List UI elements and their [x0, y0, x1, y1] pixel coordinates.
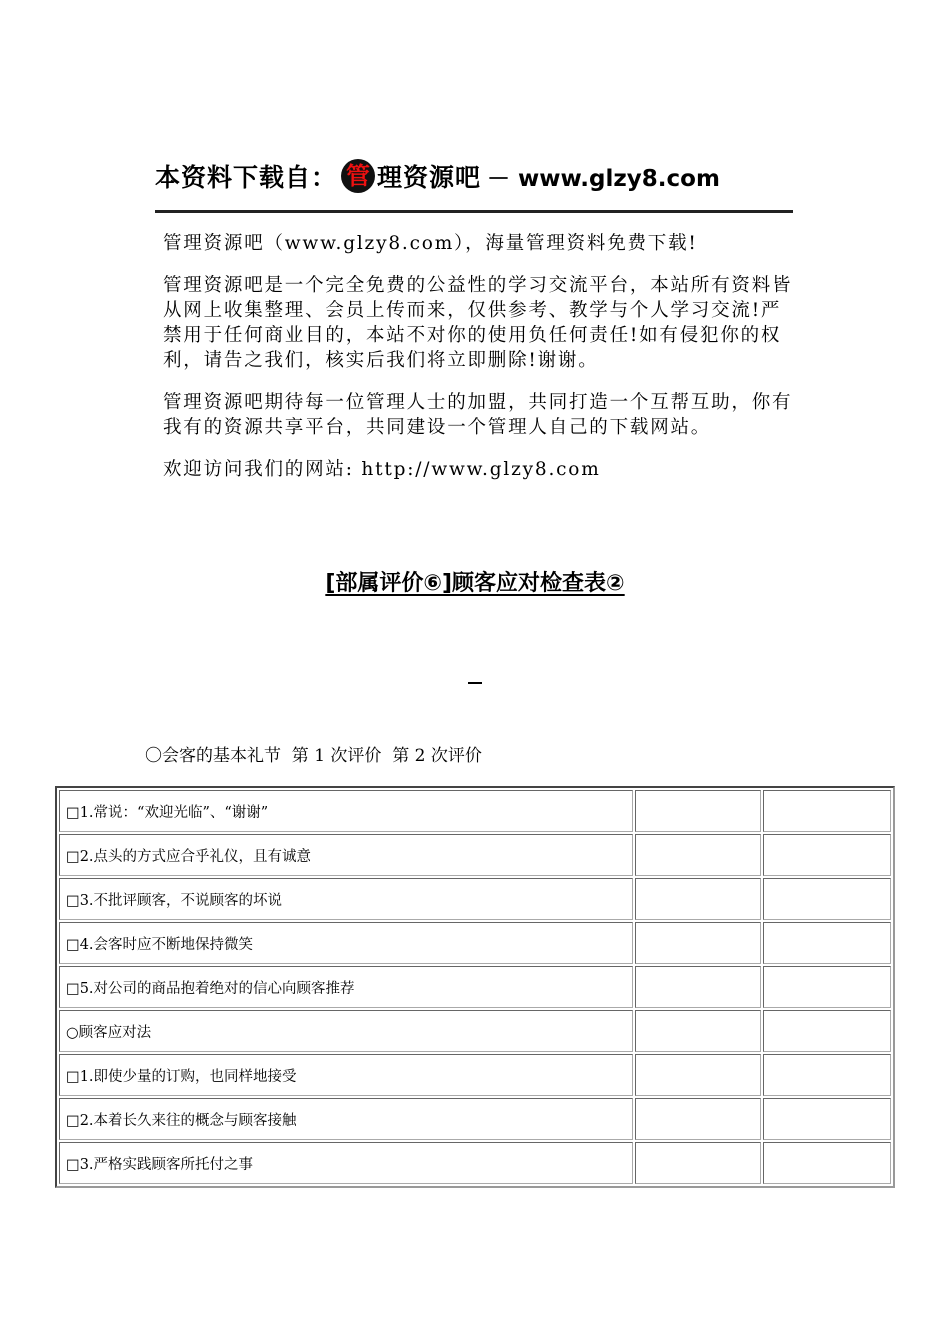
table-row: [59, 790, 891, 832]
separator-dash: [468, 682, 482, 684]
second-evaluation-cell[interactable]: [763, 922, 891, 964]
item-label: ○顾客应对法: [59, 1010, 633, 1052]
table-row: [59, 1142, 891, 1184]
banner-prefix: 本资料下载自：: [155, 163, 338, 192]
banner-divider: [155, 210, 793, 213]
banner-paragraph: 管理资源吧期待每一位管理人士的加盟，共同打造一个互帮互助，你有我有的资源共享平台，共同建设一个管理人自己的下载网站。: [163, 392, 793, 438]
first-evaluation-cell[interactable]: [635, 1098, 761, 1140]
first-evaluation-cell[interactable]: [635, 922, 761, 964]
item-label: □3.不批评顾客，不说顾客的坏说: [59, 878, 633, 920]
banner-site-name: 理资源吧: [377, 163, 482, 192]
second-evaluation-cell[interactable]: [763, 1098, 891, 1140]
second-evaluation-cell[interactable]: [763, 1142, 891, 1184]
site-logo-icon: 管: [341, 159, 375, 193]
table-row: [59, 922, 891, 964]
table-row: [59, 1054, 891, 1096]
item-label: □4.会客时应不断地保持微笑: [59, 922, 633, 964]
item-label: □5.对公司的商品抱着绝对的信心向顾客推荐: [59, 966, 633, 1008]
second-evaluation-cell[interactable]: [763, 1054, 891, 1096]
banner-visit-link[interactable]: 欢迎访问我们的网站: http://www.glzy8.com: [163, 459, 601, 480]
checklist-table: [55, 786, 895, 1188]
table-row: [59, 1098, 891, 1140]
table-row: [59, 834, 891, 876]
item-label: □1.即使少量的订购，也同样地接受: [59, 1054, 633, 1096]
second-evaluation-cell[interactable]: [763, 1010, 891, 1052]
section-heading: 〇会客的基本礼节 第 1 次评价 第 2 次评价: [145, 746, 482, 766]
first-evaluation-cell[interactable]: [635, 1142, 761, 1184]
first-evaluation-cell[interactable]: [635, 1010, 761, 1052]
second-evaluation-cell[interactable]: [763, 966, 891, 1008]
first-evaluation-cell[interactable]: [635, 790, 761, 832]
item-label: □2.本着长久来往的概念与顾客接触: [59, 1098, 633, 1140]
document-title: [部属评价⑥]顾客应对检查表②: [325, 571, 625, 596]
first-evaluation-cell[interactable]: [635, 834, 761, 876]
banner-paragraph: 管理资源吧是一个完全免费的公益性的学习交流平台，本站所有资料皆从网上收集整理、会员上传而来，仅供参考、教学与个人学习交流!严禁用于任何商业目的，本站不对你的使用负任何责任!如有侵犯你的权利，请告之我们，核实后我们将立即删除!谢谢。: [163, 275, 793, 371]
first-evaluation-cell[interactable]: [635, 878, 761, 920]
table-row: [59, 966, 891, 1008]
banner-url[interactable]: － www.glzy8.com: [487, 165, 720, 192]
item-label: □2.点头的方式应合乎礼仪，且有诚意: [59, 834, 633, 876]
second-evaluation-cell[interactable]: [763, 834, 891, 876]
table-row: [59, 878, 891, 920]
item-label: □3.严格实践顾客所托付之事: [59, 1142, 633, 1184]
item-label: □1.常说：“欢迎光临”、“谢谢”: [59, 790, 633, 832]
banner-header: [155, 150, 795, 202]
table-row: [59, 1010, 891, 1052]
second-evaluation-cell[interactable]: [763, 878, 891, 920]
second-evaluation-cell[interactable]: [763, 790, 891, 832]
download-banner: [155, 150, 795, 482]
first-evaluation-cell[interactable]: [635, 1054, 761, 1096]
first-evaluation-cell[interactable]: [635, 966, 761, 1008]
banner-paragraph: 管理资源吧（www.glzy8.com），海量管理资料免费下载!: [163, 233, 698, 254]
